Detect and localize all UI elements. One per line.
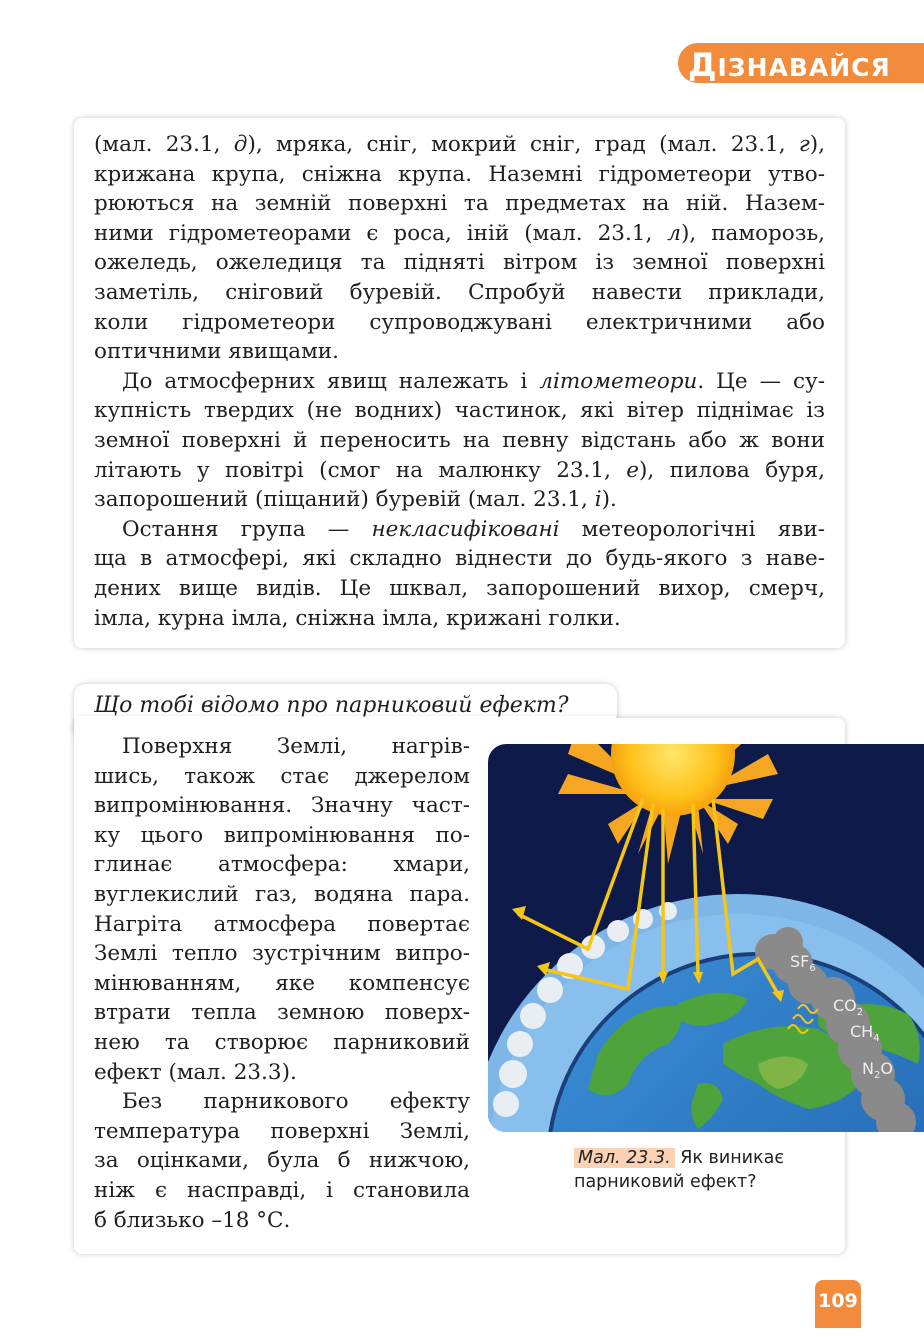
text-line: До атмосферних явищ належать і літометеори. Це — су- <box>122 368 825 394</box>
title-rest: ІЗНАВАЙСЯ <box>717 53 891 82</box>
section-header-title <box>688 46 891 84</box>
text-line: земної поверхні й переносить на певну відстань або ж вони <box>94 427 825 453</box>
text-line: нею та створює парниковий <box>94 1029 470 1055</box>
text-line: дених вище видів. Це шквал, запорошений вихор, смерч, <box>94 575 825 601</box>
text-line: крижана крупа, сніжна крупа. Наземні гідрометеори утво- <box>94 161 825 187</box>
paragraph-block-2 <box>94 732 470 1235</box>
page-number-tab <box>815 1280 861 1328</box>
gas-label-co2: $CO_2$ <box>833 996 864 1018</box>
question-heading: Що тобі відомо про парниковий ефект? <box>94 693 569 718</box>
text-line: імла, курна імла, сніжна імла, крижані голки. <box>94 605 621 631</box>
greenhouse-svg <box>488 744 924 1132</box>
text-line: ща в атмосфері, які складно віднести до будь-якого з наве- <box>94 546 825 572</box>
greenhouse-effect-illustration <box>488 744 924 1132</box>
text-line: запорошений (піщаний) буревій (мал. 23.1, і). <box>94 487 617 513</box>
gas-label-n2o: $N_2O$ <box>862 1059 893 1081</box>
tab-joint <box>75 716 616 732</box>
text-line: ефект (мал. 23.3). <box>94 1059 297 1085</box>
text-line: ніж є насправді, і становила <box>94 1177 470 1203</box>
text-line: вуглекислий газ, водяна пара. <box>94 881 470 907</box>
text-line: літають у повітрі (смог на малюнку 23.1, е), пилова буря, <box>94 457 825 483</box>
text-line: Без парникового ефекту <box>122 1089 470 1115</box>
text-line: ожеледь, ожеледиця та підняті вітром із земної поверхні <box>94 250 825 276</box>
text-line: Нагріта атмосфера повертає <box>94 911 470 937</box>
text-line: Землі тепло зустрічним випро- <box>94 941 470 967</box>
text-line: температура поверхні Землі, <box>94 1118 470 1144</box>
text-line: Остання група — некласифіковані метеорологічні яви- <box>122 516 826 542</box>
text-line: шись, також стає джерелом <box>94 763 470 789</box>
gas-label-ch4: $CH_4$ <box>850 1022 880 1044</box>
gas-label-sf6: $SF_6$ <box>790 952 816 974</box>
section-header-tab <box>678 43 924 83</box>
text-line: випромінювання. Значну част- <box>94 793 470 819</box>
figure-caption <box>574 1146 814 1194</box>
text-line: мінюванням, яке компенсує <box>94 970 470 996</box>
text-line: б близько –18 °С. <box>94 1207 291 1233</box>
caption-text: Як виникає парниковий ефект? <box>574 1148 784 1192</box>
title-initial: Д <box>688 46 718 84</box>
paragraph-block-1 <box>94 130 825 633</box>
text-line: ку цього випромінювання по- <box>94 822 470 848</box>
text-line: глинає атмосфера: хмари, <box>94 852 470 878</box>
text-line: купність твердих (не водних) частинок, які вітер піднімає із <box>94 398 825 424</box>
text-line: (мал. 23.1, д), мряка, сніг, мокрий сніг, град (мал. 23.1, г), <box>94 132 825 157</box>
text-line: рюються на земній поверхні та предметах на ній. Назем- <box>94 191 825 217</box>
text-line: втрати тепла земною поверх- <box>94 1000 470 1026</box>
text-line: заметіль, сніговий буревій. Спробуй навести приклади, <box>94 279 825 305</box>
caption-label: Мал. 23.3. <box>574 1148 675 1168</box>
text-line: ними гідрометеорами є роса, іній (мал. 23.1, л), паморозь, <box>94 220 825 246</box>
text-line: оптичними явищами. <box>94 339 339 365</box>
text-line: за оцінками, була б нижчою, <box>94 1148 470 1174</box>
text-line: Поверхня Землі, нагрів- <box>122 734 470 759</box>
text-line: коли гідрометеори супроводжувані електричними або <box>94 309 825 335</box>
page-number: 109 <box>818 1290 858 1312</box>
